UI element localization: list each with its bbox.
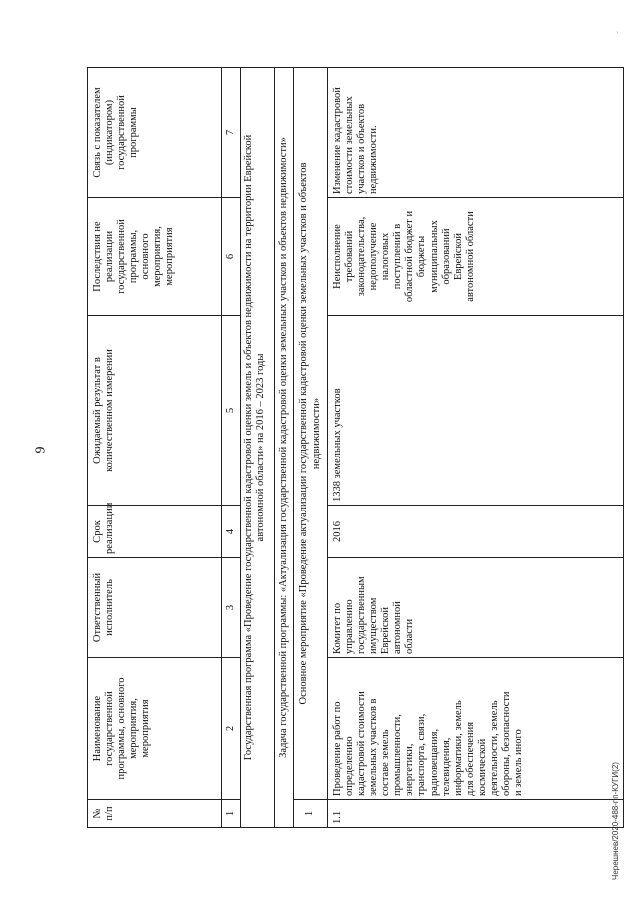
text-line: транспорта, связи, — [416, 713, 428, 796]
text-line: недополучение — [368, 222, 380, 291]
page-number: 9 — [33, 446, 49, 454]
text-line: для обеспечения — [464, 721, 476, 796]
text-line: программы, основного — [116, 677, 128, 780]
text-line: государственной — [116, 219, 128, 294]
text-line: мероприятия — [140, 699, 152, 758]
text-line: Последствия не — [92, 221, 103, 292]
header-link — [88, 68, 222, 198]
text-line: налоговых — [380, 232, 392, 281]
text-line: областной бюджет и — [404, 210, 416, 303]
program-title — [241, 68, 275, 828]
header-num — [88, 800, 222, 828]
text-line: реализации — [104, 502, 116, 554]
text-line: промышленности, — [392, 714, 404, 796]
header-result — [88, 316, 222, 506]
row-num: 1.1 — [328, 800, 624, 828]
text-line: автономной — [392, 601, 404, 654]
text-line: бюджеты — [416, 235, 428, 278]
text-line: требований — [344, 230, 356, 283]
row-consequences — [328, 198, 624, 316]
text-line: № — [92, 808, 103, 819]
main-event-num: 1 — [294, 800, 328, 828]
column-number: 6 — [222, 198, 241, 316]
text-line: (индикатором) — [104, 99, 116, 166]
text-line: имуществом — [368, 597, 380, 654]
text-line: Основное мероприятие «Проведение актуализации государственной кадастровой оценки земельных участков и объектов — [298, 162, 310, 705]
text-line: государственной — [104, 691, 116, 766]
text-line: недвижимости» — [310, 397, 322, 470]
text-line: радиовещания, — [428, 728, 440, 796]
column-number: 7 — [222, 68, 241, 198]
program-title-row — [241, 68, 275, 828]
row-term: 2016 — [328, 506, 624, 558]
text-line: определению — [344, 736, 356, 796]
text-line: Ожидаемый результат в — [92, 357, 103, 464]
text-line: реализации — [104, 230, 116, 283]
text-line: государственным — [356, 576, 368, 654]
text-line: кадастровой стоимости — [356, 691, 368, 796]
text-line: Ответственный — [92, 572, 103, 643]
text-line: недвижимости. — [368, 125, 380, 194]
text-line: программы — [128, 107, 140, 158]
text-line: участков и объектов — [356, 103, 368, 194]
table-header-row — [88, 68, 222, 828]
header-name — [88, 658, 222, 800]
text-line: Связь с показателем — [92, 87, 103, 178]
text-line: автономной области» на 2016 – 2023 годы — [255, 353, 267, 542]
table-row — [328, 68, 624, 828]
text-line: исполнитель — [104, 579, 116, 636]
text-line: основного — [140, 233, 152, 280]
text-line: обороны, безопасности — [500, 691, 512, 796]
text-line: информатики, земель — [452, 700, 464, 796]
text-line: государственной — [116, 95, 128, 170]
rotated-page — [87, 68, 624, 828]
text-line: мероприятия, — [128, 698, 140, 759]
document-code: Черешнев/2020-488-пп-КУГИ(2) — [611, 762, 620, 880]
text-line: стоимости земельных — [344, 96, 356, 194]
row-name — [328, 658, 624, 800]
text-line: Наименование — [92, 695, 103, 762]
text-line: муниципальных — [428, 220, 440, 293]
column-number: 4 — [222, 506, 241, 558]
row-executor — [328, 558, 624, 658]
text-line: поступлений в — [392, 223, 404, 290]
text-line: мероприятия — [164, 227, 176, 286]
text-line: энергетики, — [404, 743, 416, 796]
text-line: области — [404, 618, 416, 654]
text-line: п/п — [104, 806, 116, 821]
main-event-row — [294, 68, 328, 828]
header-consequences — [88, 198, 222, 316]
text-line: космической — [476, 738, 488, 796]
text-line: управлению — [344, 599, 356, 654]
text-line: Государственная программа «Проведение государственной кадастровой оценки земель и объектов недвижимости на территории Еврейской — [243, 134, 254, 761]
header-executor — [88, 558, 222, 658]
text-line: и земель иного — [512, 729, 524, 796]
text-line: образований — [440, 228, 452, 285]
column-number: 2 — [222, 658, 241, 800]
task-title-row — [275, 68, 294, 828]
column-number: 1 — [222, 800, 241, 828]
row-link — [328, 68, 624, 198]
text-line: Комитет по — [332, 602, 343, 654]
text-line: Еврейской — [380, 607, 392, 654]
text-line: земельных участков в — [368, 698, 380, 796]
top-mark: ' — [616, 30, 618, 39]
text-line: Неисполнение — [332, 224, 343, 289]
header-term — [88, 502, 222, 558]
column-number: 5 — [222, 316, 241, 506]
text-line: законодательства, — [356, 216, 368, 297]
text-line: Проведение работ по — [332, 701, 343, 796]
text-line: составе земель — [380, 729, 392, 796]
text-line: Еврейской — [452, 233, 464, 280]
text-line: деятельности, земель — [488, 700, 500, 796]
text-line: Срок — [92, 520, 103, 543]
text-line: Изменение кадастровой — [332, 87, 343, 194]
text-line: автономной области — [464, 211, 476, 302]
column-number-row — [222, 68, 241, 828]
text-line: мероприятия, — [152, 226, 164, 287]
program-table — [87, 67, 624, 828]
main-event-title — [294, 68, 328, 800]
column-number: 3 — [222, 558, 241, 658]
text-line: количественном измерении — [104, 349, 116, 472]
text-line: телевидения, — [440, 737, 452, 796]
text-line: программы, — [128, 229, 140, 284]
row-result: 1338 земельных участков — [328, 316, 624, 506]
task-title: Задача государственной программы: «Актуализация государственной кадастровой оценки земельных участков и объектов недвижимости» — [275, 68, 294, 828]
